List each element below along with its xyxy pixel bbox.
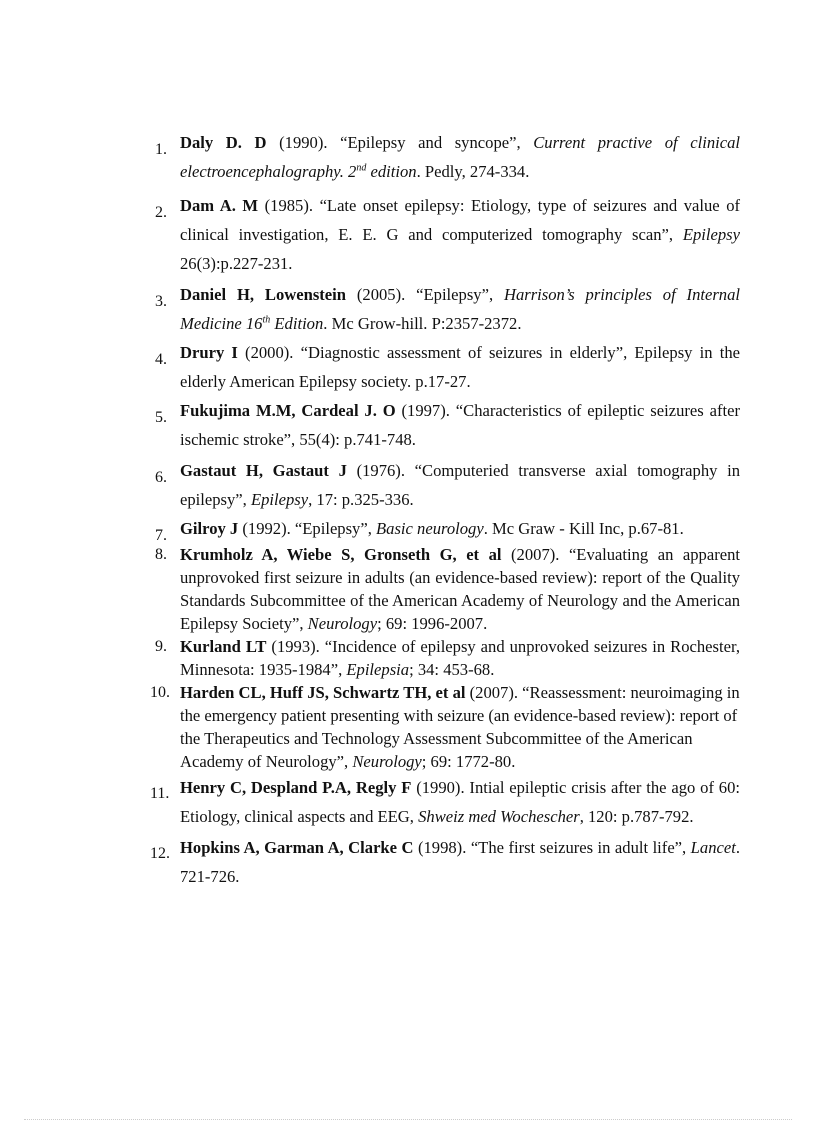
- reference-source: Lancet: [690, 838, 736, 857]
- reference-title: Intial epileptic crisis after the ago of 60: Etiology, clinical aspects and EEG,: [180, 778, 740, 826]
- reference-authors: Gastaut H, Gastaut J: [180, 461, 347, 480]
- reference-authors: Harden CL, Huff JS, Schwartz TH, et al: [180, 683, 466, 702]
- reference-text: [180, 396, 740, 454]
- reference-year: (2007).: [501, 545, 569, 564]
- reference-title: “Diagnostic assessment of seizures in elderly”, Epilepsy in the elderly American Epilepsy society. p.17-27.: [180, 343, 740, 391]
- reference-rest: , 17: p.325-336.: [308, 490, 414, 509]
- reference-text: [180, 833, 740, 891]
- reference-authors: Hopkins A, Garman A, Clarke C: [180, 838, 414, 857]
- reference-year: (1993).: [266, 637, 325, 656]
- reference-year: (1997).: [395, 401, 456, 420]
- reference-year: (1990).: [266, 133, 341, 152]
- reference-source: Shweiz med Wochescher: [418, 807, 580, 826]
- reference-title: “Late onset epilepsy: Etiology, type of seizures and value of clinical investigation, E. E. G and computerized tomography scan”,: [180, 196, 741, 244]
- reference-authors: Fukujima M.M, Cardeal J. O: [180, 401, 396, 420]
- reference-text: [180, 514, 740, 543]
- reference-superscript: nd: [356, 162, 367, 174]
- reference-number: 6.: [155, 469, 167, 486]
- reference-source: Harrison’s principles of Internal Medicine 16: [180, 285, 740, 333]
- reference-rest: ; 69: 1772-80.: [421, 752, 516, 771]
- reference-title: “Epilepsy”,: [294, 519, 377, 538]
- reference-number: 9.: [155, 638, 167, 655]
- reference-text: [180, 456, 740, 514]
- reference-title: “Epilepsy”,: [416, 285, 504, 304]
- reference-item: [150, 128, 740, 186]
- reference-item: [150, 773, 740, 831]
- reference-year: (2007).: [465, 683, 523, 702]
- reference-title: “Evaluating an apparent unprovoked first seizure in adults (an evidence-based review): report of the Quality Standards Subcommittee of the American Academy of Neurology and the American Epilepsy Society”,: [180, 545, 740, 633]
- reference-text: [180, 773, 740, 831]
- reference-source: Basic neurology: [376, 519, 484, 538]
- reference-text: [180, 280, 740, 338]
- reference-authors: Drury I: [180, 343, 238, 362]
- reference-text: [180, 338, 740, 396]
- reference-item: [150, 635, 740, 681]
- reference-number: 2.: [155, 204, 167, 221]
- reference-item: [150, 191, 740, 278]
- reference-source: Epilepsy: [682, 225, 740, 244]
- reference-number: 10.: [150, 684, 170, 701]
- reference-number: 12.: [150, 845, 170, 862]
- reference-authors: Dam A. M: [180, 196, 259, 215]
- reference-rest: . Mc Grow-hill. P:2357-2372.: [323, 314, 522, 333]
- reference-number: 8.: [155, 546, 167, 563]
- reference-text: [180, 543, 740, 635]
- reference-year: (2005).: [346, 285, 417, 304]
- reference-item: [150, 280, 740, 338]
- reference-title: “Characteristics of epileptic seizures after ischemic stroke”, 55(4): p.741-748.: [180, 401, 740, 449]
- reference-year: (1976).: [346, 461, 415, 480]
- reference-item: [150, 514, 740, 543]
- reference-source: Epilepsia: [346, 660, 410, 679]
- reference-year: (1990).: [411, 778, 470, 797]
- reference-item: [150, 681, 740, 773]
- reference-edition: edition: [366, 162, 417, 181]
- reference-number: 4.: [155, 351, 167, 368]
- reference-title: “Computeried transverse axial tomography in epilepsy”,: [180, 461, 741, 509]
- reference-number: 3.: [155, 293, 167, 310]
- reference-item: [150, 543, 740, 635]
- reference-authors: Krumholz A, Wiebe S, Gronseth G, et al: [180, 545, 502, 564]
- reference-text: [180, 128, 740, 186]
- reference-rest: ; 34: 453-68.: [409, 660, 495, 679]
- reference-authors: Gilroy J: [180, 519, 239, 538]
- reference-edition: Edition: [270, 314, 324, 333]
- reference-title: “Epilepsy and syncope”,: [340, 133, 534, 152]
- reference-number: 7.: [155, 527, 167, 544]
- reference-source: Current practive of clinical electroencephalography. 2: [180, 133, 741, 181]
- reference-item: [150, 396, 740, 454]
- reference-item: [150, 338, 740, 396]
- reference-text: [180, 681, 740, 773]
- reference-authors: Daly D. D: [180, 133, 267, 152]
- reference-title: “Incidence of epilepsy and unprovoked seizures in Rochester, Minnesota: 1935-1984”,: [180, 637, 740, 679]
- reference-text: [180, 635, 740, 681]
- reference-year: (1992).: [238, 519, 295, 538]
- reference-rest: 26(3):p.227-231.: [180, 254, 293, 273]
- reference-rest: . Pedly, 274-334.: [416, 162, 530, 181]
- reference-source: Neurology: [352, 752, 422, 771]
- reference-number: 11.: [150, 785, 170, 802]
- reference-text: [180, 191, 740, 278]
- reference-source: Epilepsy: [250, 490, 309, 509]
- reference-list: [150, 128, 740, 891]
- reference-title: “Reassessment: neuroimaging in the emergency patient presenting with seizure (an evidence-based review): report of the Therapeutics and Technology Assessment Subcommittee of the American Academy of Neurology”,: [180, 683, 740, 771]
- reference-rest: . 721-726.: [180, 838, 740, 886]
- page-bottom-divider: [24, 1119, 792, 1120]
- reference-rest: , 120: p.787-792.: [579, 807, 694, 826]
- reference-authors: Kurland LT: [180, 637, 267, 656]
- reference-source: Neurology: [307, 614, 378, 633]
- reference-rest: ; 69: 1996-2007.: [377, 614, 488, 633]
- reference-number: 1.: [155, 141, 167, 158]
- reference-year: (1998).: [413, 838, 471, 857]
- reference-title: “The first seizures in adult life”,: [470, 838, 691, 857]
- reference-year: (1985).: [258, 196, 320, 215]
- reference-superscript: th: [262, 314, 271, 326]
- reference-year: (2000).: [237, 343, 301, 362]
- reference-authors: Henry C, Despland P.A, Regly F: [180, 778, 412, 797]
- reference-item: [150, 833, 740, 891]
- reference-authors: Daniel H, Lowenstein: [180, 285, 347, 304]
- reference-rest: . Mc Graw - Kill Inc, p.67-81.: [483, 519, 684, 538]
- reference-number: 5.: [155, 409, 167, 426]
- reference-item: [150, 456, 740, 514]
